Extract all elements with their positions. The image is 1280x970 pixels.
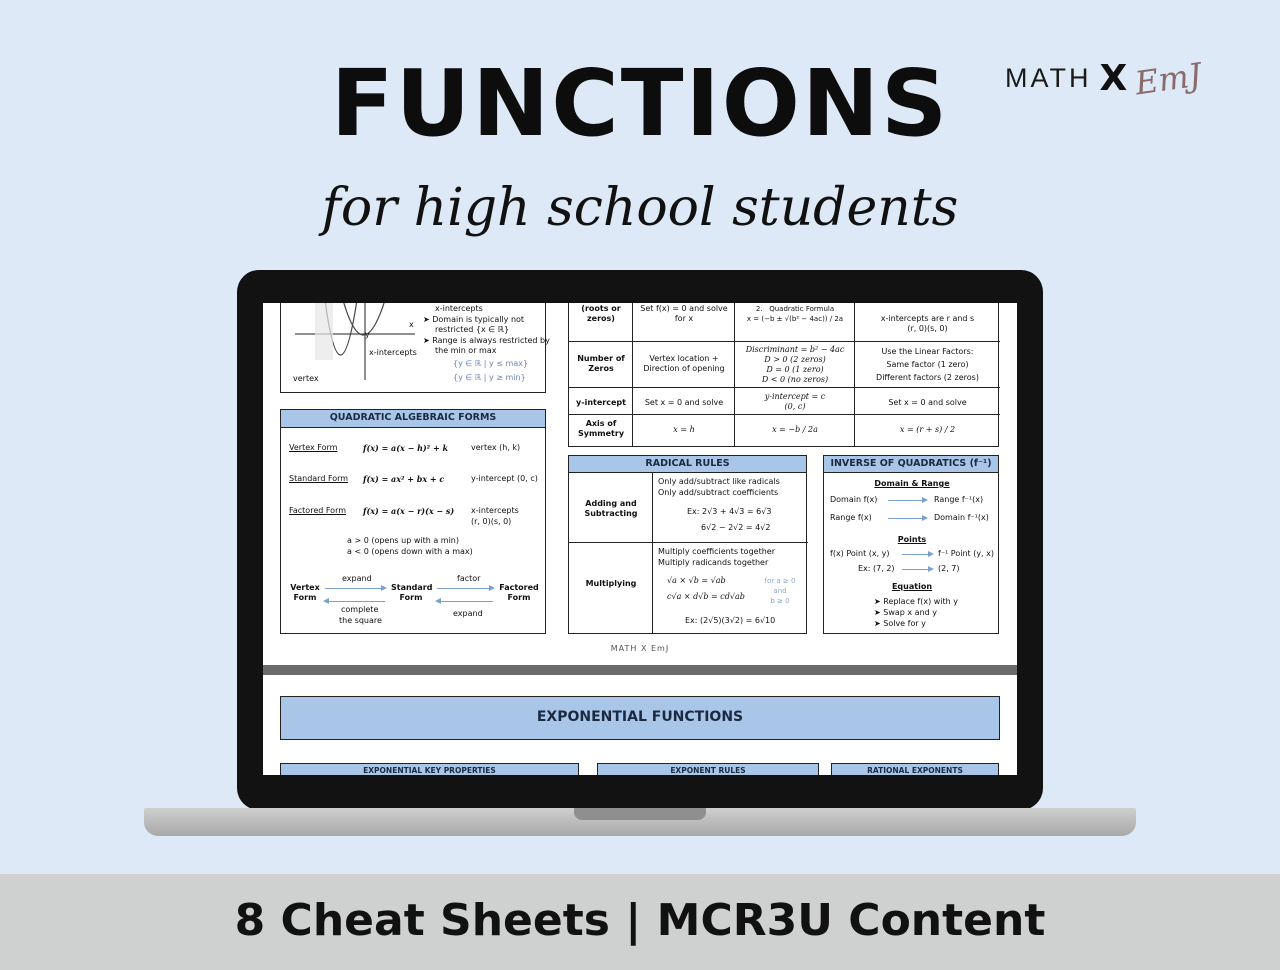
page-title: FUNCTIONS bbox=[330, 50, 950, 157]
vertex-form-name: Vertex Form bbox=[289, 443, 338, 452]
footer-text: 8 Cheat Sheets | MCR3U Content bbox=[234, 895, 1046, 946]
radical-mult-line-2: √a × √b = √ab bbox=[667, 576, 726, 585]
table-row0-c1: Set f(x) = 0 and solve for x bbox=[640, 304, 728, 323]
exponential-header: EXPONENTIAL FUNCTIONS bbox=[280, 696, 1000, 740]
inverse-arrow-3 bbox=[902, 554, 932, 555]
table-row1-c3: Use the Linear Factors: Same factor (1 zero) Different factors (2 zeros) bbox=[876, 347, 979, 382]
radical-mult-line-1: Multiply radicands together bbox=[658, 558, 769, 567]
radical-header: RADICAL RULES bbox=[568, 455, 807, 473]
flow-standard-form-l1: Standard bbox=[391, 583, 433, 592]
radical-box bbox=[568, 472, 807, 634]
vertex-form-note: vertex (h, k) bbox=[471, 443, 521, 452]
flow-factored-form bbox=[499, 583, 539, 603]
inverse-step-1: ➤ Swap x and y bbox=[874, 608, 937, 617]
standard-form-formula: f(x) = ax² + bx + c bbox=[363, 474, 445, 484]
radical-condition: for a ≥ 0 and b ≥ 0 bbox=[764, 577, 796, 605]
graph-note-1: ➤ Domain is typically not bbox=[423, 315, 525, 324]
laptop-notch bbox=[574, 808, 706, 820]
table-row2-c3: Set x = 0 and solve bbox=[888, 398, 967, 407]
radical-add-line-2: Ex: 2√3 + 4√3 = 6√3 bbox=[687, 507, 772, 516]
radical-add-label: Adding and Subtracting bbox=[584, 499, 638, 518]
inverse-points-title: Points bbox=[897, 535, 927, 544]
table-row3-c3: x = (r + s) / 2 bbox=[899, 425, 956, 434]
factored-form-name: Factored Form bbox=[289, 506, 347, 515]
flow-vertex-form-l1: Vertex bbox=[290, 583, 320, 592]
flow-arrow-right-1 bbox=[325, 588, 385, 589]
inverse-ex-inv: (2, 7) bbox=[938, 564, 960, 573]
factored-form-formula: f(x) = a(x − r)(x − s) bbox=[363, 506, 455, 516]
inverse-ex: Ex: (7, 2) bbox=[858, 564, 895, 573]
standard-form-note: y-intercept (0, c) bbox=[471, 474, 538, 483]
inverse-range-finv: Range f⁻¹(x) bbox=[934, 495, 984, 504]
quad-forms-header: QUADRATIC ALGEBRAIC FORMS bbox=[280, 409, 546, 428]
inverse-arrow-4 bbox=[902, 569, 932, 570]
table-row2-c2: y-intercept = c (0, c) bbox=[764, 392, 826, 411]
radical-mult-line-3: c√a × d√b = cd√ab bbox=[667, 592, 745, 601]
inverse-pt-f: f(x) Point (x, y) bbox=[830, 549, 890, 558]
graph-note-5: {y ∈ ℝ | y ≤ max} bbox=[453, 359, 529, 368]
table-row2-label: y-intercept bbox=[576, 398, 626, 407]
radical-add-line-0: Only add/subtract like radicals bbox=[658, 477, 780, 486]
table-row3-label: Axis of Symmetry bbox=[577, 419, 625, 438]
brand-x: X bbox=[1099, 58, 1128, 99]
inverse-dom-finv: Domain f⁻¹(x) bbox=[934, 513, 989, 522]
flow-factor: factor bbox=[457, 574, 481, 583]
vertex-form-formula: f(x) = a(x − h)² + k bbox=[363, 443, 448, 453]
flow-arrow-left-1 bbox=[325, 601, 385, 602]
a-positive-note: a > 0 (opens up with a min) bbox=[347, 536, 459, 545]
inverse-dr-title: Domain & Range bbox=[874, 479, 950, 488]
table-row1-c2: Discriminant = b² − 4ac D > 0 (2 zeros) D = 0 (1 zero) D < 0 (no zeros) bbox=[745, 345, 845, 384]
table-row0-c2: 2. Quadratic Formula x = (−b ± √(b² − 4ac)) / 2a bbox=[746, 305, 844, 323]
inverse-pt-finv: f⁻¹ Point (y, x) bbox=[938, 549, 994, 558]
inverse-arrow-2 bbox=[888, 518, 926, 519]
flow-factored-form-l1: Factored bbox=[499, 583, 539, 592]
laptop-display bbox=[263, 303, 1017, 775]
quad-table bbox=[568, 303, 999, 447]
table-row3-c2: x = −b / 2a bbox=[772, 425, 818, 434]
radical-mult-line-0: Multiply coefficients together bbox=[658, 547, 775, 556]
graph-x-label: x bbox=[409, 320, 414, 329]
quad-forms-box bbox=[280, 427, 546, 634]
factored-form-note: x-intercepts bbox=[471, 506, 519, 515]
radical-add-line-1: Only add/subtract coefficients bbox=[658, 488, 779, 497]
graph-note-2: restricted {x ∈ ℝ} bbox=[435, 325, 510, 334]
inverse-range-f: Range f(x) bbox=[830, 513, 872, 522]
radical-add-line-3: 6√2 − 2√2 = 4√2 bbox=[701, 523, 771, 532]
graph-note-4: the min or max bbox=[435, 346, 497, 355]
table-row1-c1: Vertex location + Direction of opening bbox=[643, 354, 725, 373]
exponent-rules-header: EXPONENT RULES bbox=[597, 763, 819, 775]
brand-math: MATH bbox=[1005, 63, 1092, 93]
flow-vertex-form bbox=[289, 583, 321, 603]
flow-arrow-left-2 bbox=[437, 601, 493, 602]
flow-expand-2: expand bbox=[453, 609, 483, 618]
flow-vertex-form-l2: Form bbox=[293, 593, 317, 602]
page-subtitle: for high school students bbox=[321, 178, 959, 238]
graph-note-3: ➤ Range is always restricted by bbox=[423, 336, 550, 345]
rational-exponents-header: RATIONAL EXPONENTS bbox=[831, 763, 999, 775]
factored-form-note2: (r, 0)(s, 0) bbox=[471, 517, 512, 526]
brand-signature: EmJ bbox=[1132, 55, 1205, 102]
inverse-step-0: ➤ Replace f(x) with y bbox=[874, 597, 959, 606]
exp-key-properties-header: EXPONENTIAL KEY PROPERTIES bbox=[280, 763, 579, 775]
graph-note-0: x-intercepts bbox=[435, 304, 483, 313]
inverse-eq-title: Equation bbox=[891, 582, 933, 591]
flow-the-square: the square bbox=[339, 616, 382, 625]
table-row1-label: Number of Zeros bbox=[577, 354, 625, 373]
brand-logo bbox=[1005, 55, 1205, 102]
flow-standard-form-l2: Form bbox=[399, 593, 423, 602]
radical-mult-line-4: Ex: (2√5)(3√2) = 6√10 bbox=[685, 616, 776, 625]
inverse-box bbox=[823, 472, 999, 634]
flow-expand-1: expand bbox=[342, 574, 372, 583]
table-row0-label: (roots or zeros) bbox=[581, 304, 621, 323]
table-row3-c1: x = h bbox=[673, 425, 695, 434]
flow-factored-form-l2: Form bbox=[507, 593, 531, 602]
sheet-brand: MATH X EmJ bbox=[610, 644, 670, 653]
inverse-step-2: ➤ Solve for y bbox=[874, 619, 926, 628]
flow-standard-form bbox=[391, 583, 431, 603]
graph-vertex-label: vertex bbox=[293, 374, 319, 383]
radical-mult-label: Multiplying bbox=[585, 579, 637, 588]
table-row2-c1: Set x = 0 and solve bbox=[644, 398, 724, 407]
page-divider bbox=[263, 665, 1017, 675]
graph-box bbox=[280, 303, 550, 393]
flow-complete: complete bbox=[341, 605, 379, 614]
standard-form-name: Standard Form bbox=[289, 474, 349, 483]
flow-arrow-right-2 bbox=[437, 588, 493, 589]
inverse-arrow-1 bbox=[888, 500, 926, 501]
table-row0-c3: x-intercepts are r and s (r, 0)(s, 0) bbox=[880, 314, 975, 333]
graph-y-label: y bbox=[365, 330, 370, 339]
inverse-dom-f: Domain f(x) bbox=[830, 495, 878, 504]
graph-note-6: {y ∈ ℝ | y ≥ min} bbox=[453, 373, 526, 382]
inverse-header: INVERSE OF QUADRATICS (f⁻¹) bbox=[823, 455, 999, 473]
graph-xint-label: x-intercepts bbox=[369, 348, 417, 357]
a-negative-note: a < 0 (opens down with a max) bbox=[347, 547, 473, 556]
